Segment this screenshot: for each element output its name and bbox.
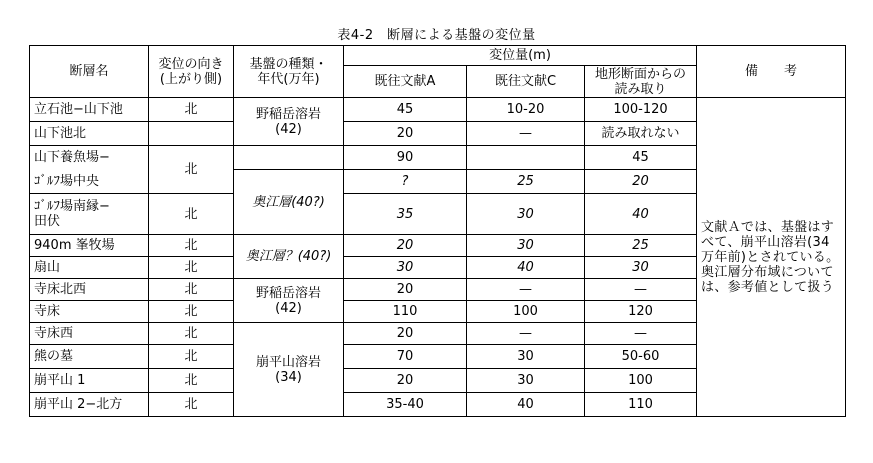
header-fault-name: 断層名 [30, 46, 149, 98]
section-cell: 読み取れない [585, 122, 697, 146]
section-cell: 110 [585, 393, 697, 417]
header-basement: 基盤の種類・ 年代(万年) [234, 46, 344, 98]
lit-a-cell: 90 [344, 146, 467, 170]
lit-c-cell: 30 [467, 345, 585, 369]
basement-cell: 奥江層？(40?) [234, 235, 344, 279]
section-cell: 25 [585, 235, 697, 257]
section-cell: 40 [585, 194, 697, 235]
section-cell: 100 [585, 369, 697, 393]
basement-cell: 崩平山溶岩 (34) [234, 323, 344, 417]
header-remarks: 備 考 [697, 46, 846, 98]
lit-c-cell: 30 [467, 194, 585, 235]
lit-c-cell: 30 [467, 235, 585, 257]
displacement-table [29, 45, 846, 417]
fault-name: 山下池北 [30, 122, 149, 146]
lit-c-cell: — [467, 279, 585, 301]
lit-c-cell: 40 [467, 393, 585, 417]
fault-name: ｺﾞﾙﾌ場中央 [30, 170, 149, 194]
lit-c-cell: 30 [467, 369, 585, 393]
lit-a-cell: 110 [344, 301, 467, 323]
section-cell: — [585, 279, 697, 301]
lit-a-cell: 70 [344, 345, 467, 369]
lit-c-cell: — [467, 323, 585, 345]
fault-name: 立石池−山下池 [30, 98, 149, 122]
lit-a-cell: ? [344, 170, 467, 194]
section-cell: 20 [585, 170, 697, 194]
lit-c-cell: — [467, 122, 585, 146]
direction-cell [149, 122, 234, 146]
header-literature-a: 既往文献A [344, 66, 467, 98]
header-section-reading: 地形断面からの 読み取り [585, 66, 697, 98]
fault-name: 寺床北西 [30, 279, 149, 301]
lit-a-cell: 45 [344, 98, 467, 122]
basement-cell: 野稲岳溶岩 (42) [234, 98, 344, 146]
section-cell: 100-120 [585, 98, 697, 122]
table-row [30, 98, 846, 122]
fault-name: ｺﾞﾙﾌ場南縁− 田伏 [30, 194, 149, 235]
lit-a-cell: 20 [344, 369, 467, 393]
header-displacement: 変位量(m) [344, 46, 697, 66]
lit-c-cell: 25 [467, 170, 585, 194]
direction-cell: 北 [149, 194, 234, 235]
lit-c-cell: 40 [467, 257, 585, 279]
section-cell: 45 [585, 146, 697, 170]
lit-a-cell: 35-40 [344, 393, 467, 417]
lit-a-cell: 20 [344, 235, 467, 257]
fault-name: 崩平山 2−北方 [30, 393, 149, 417]
lit-c-cell: 10-20 [467, 98, 585, 122]
fault-name: 940m 峯牧場 [30, 235, 149, 257]
basement-cell: 野稲岳溶岩 (42) [234, 279, 344, 323]
lit-a-cell: 20 [344, 279, 467, 301]
direction-cell: 北 [149, 257, 234, 279]
fault-name: 熊の墓 [30, 345, 149, 369]
direction-cell: 北 [149, 393, 234, 417]
fault-name: 崩平山 1 [30, 369, 149, 393]
remarks-cell: 文献Ａでは、基盤はすべて、崩平山溶岩(34万年前)とされている。 奥江層分布域については、参考値として扱う [697, 98, 846, 417]
lit-a-cell: 35 [344, 194, 467, 235]
direction-cell: 北 [149, 301, 234, 323]
lit-a-cell: 20 [344, 323, 467, 345]
header-direction: 変位の向き (上がり側) [149, 46, 234, 98]
direction-cell: 北 [149, 98, 234, 122]
fault-name: 扇山 [30, 257, 149, 279]
direction-cell: 北 [149, 235, 234, 257]
section-cell: — [585, 323, 697, 345]
direction-cell: 北 [149, 279, 234, 301]
section-cell: 30 [585, 257, 697, 279]
table-caption: 表4-2 断層による基盤の変位量 [337, 28, 536, 43]
fault-name: 山下養魚場− [30, 146, 149, 170]
basement-cell [234, 146, 344, 170]
direction-cell: 北 [149, 146, 234, 194]
lit-c-cell: 100 [467, 301, 585, 323]
basement-cell: 奥江層(40?) [234, 170, 344, 235]
lit-a-cell: 30 [344, 257, 467, 279]
lit-a-cell: 20 [344, 122, 467, 146]
direction-cell: 北 [149, 369, 234, 393]
fault-name: 寺床 [30, 301, 149, 323]
direction-cell: 北 [149, 345, 234, 369]
section-cell: 50-60 [585, 345, 697, 369]
fault-name: 寺床西 [30, 323, 149, 345]
header-literature-c: 既往文献C [467, 66, 585, 98]
direction-cell: 北 [149, 323, 234, 345]
section-cell: 120 [585, 301, 697, 323]
lit-c-cell [467, 146, 585, 170]
